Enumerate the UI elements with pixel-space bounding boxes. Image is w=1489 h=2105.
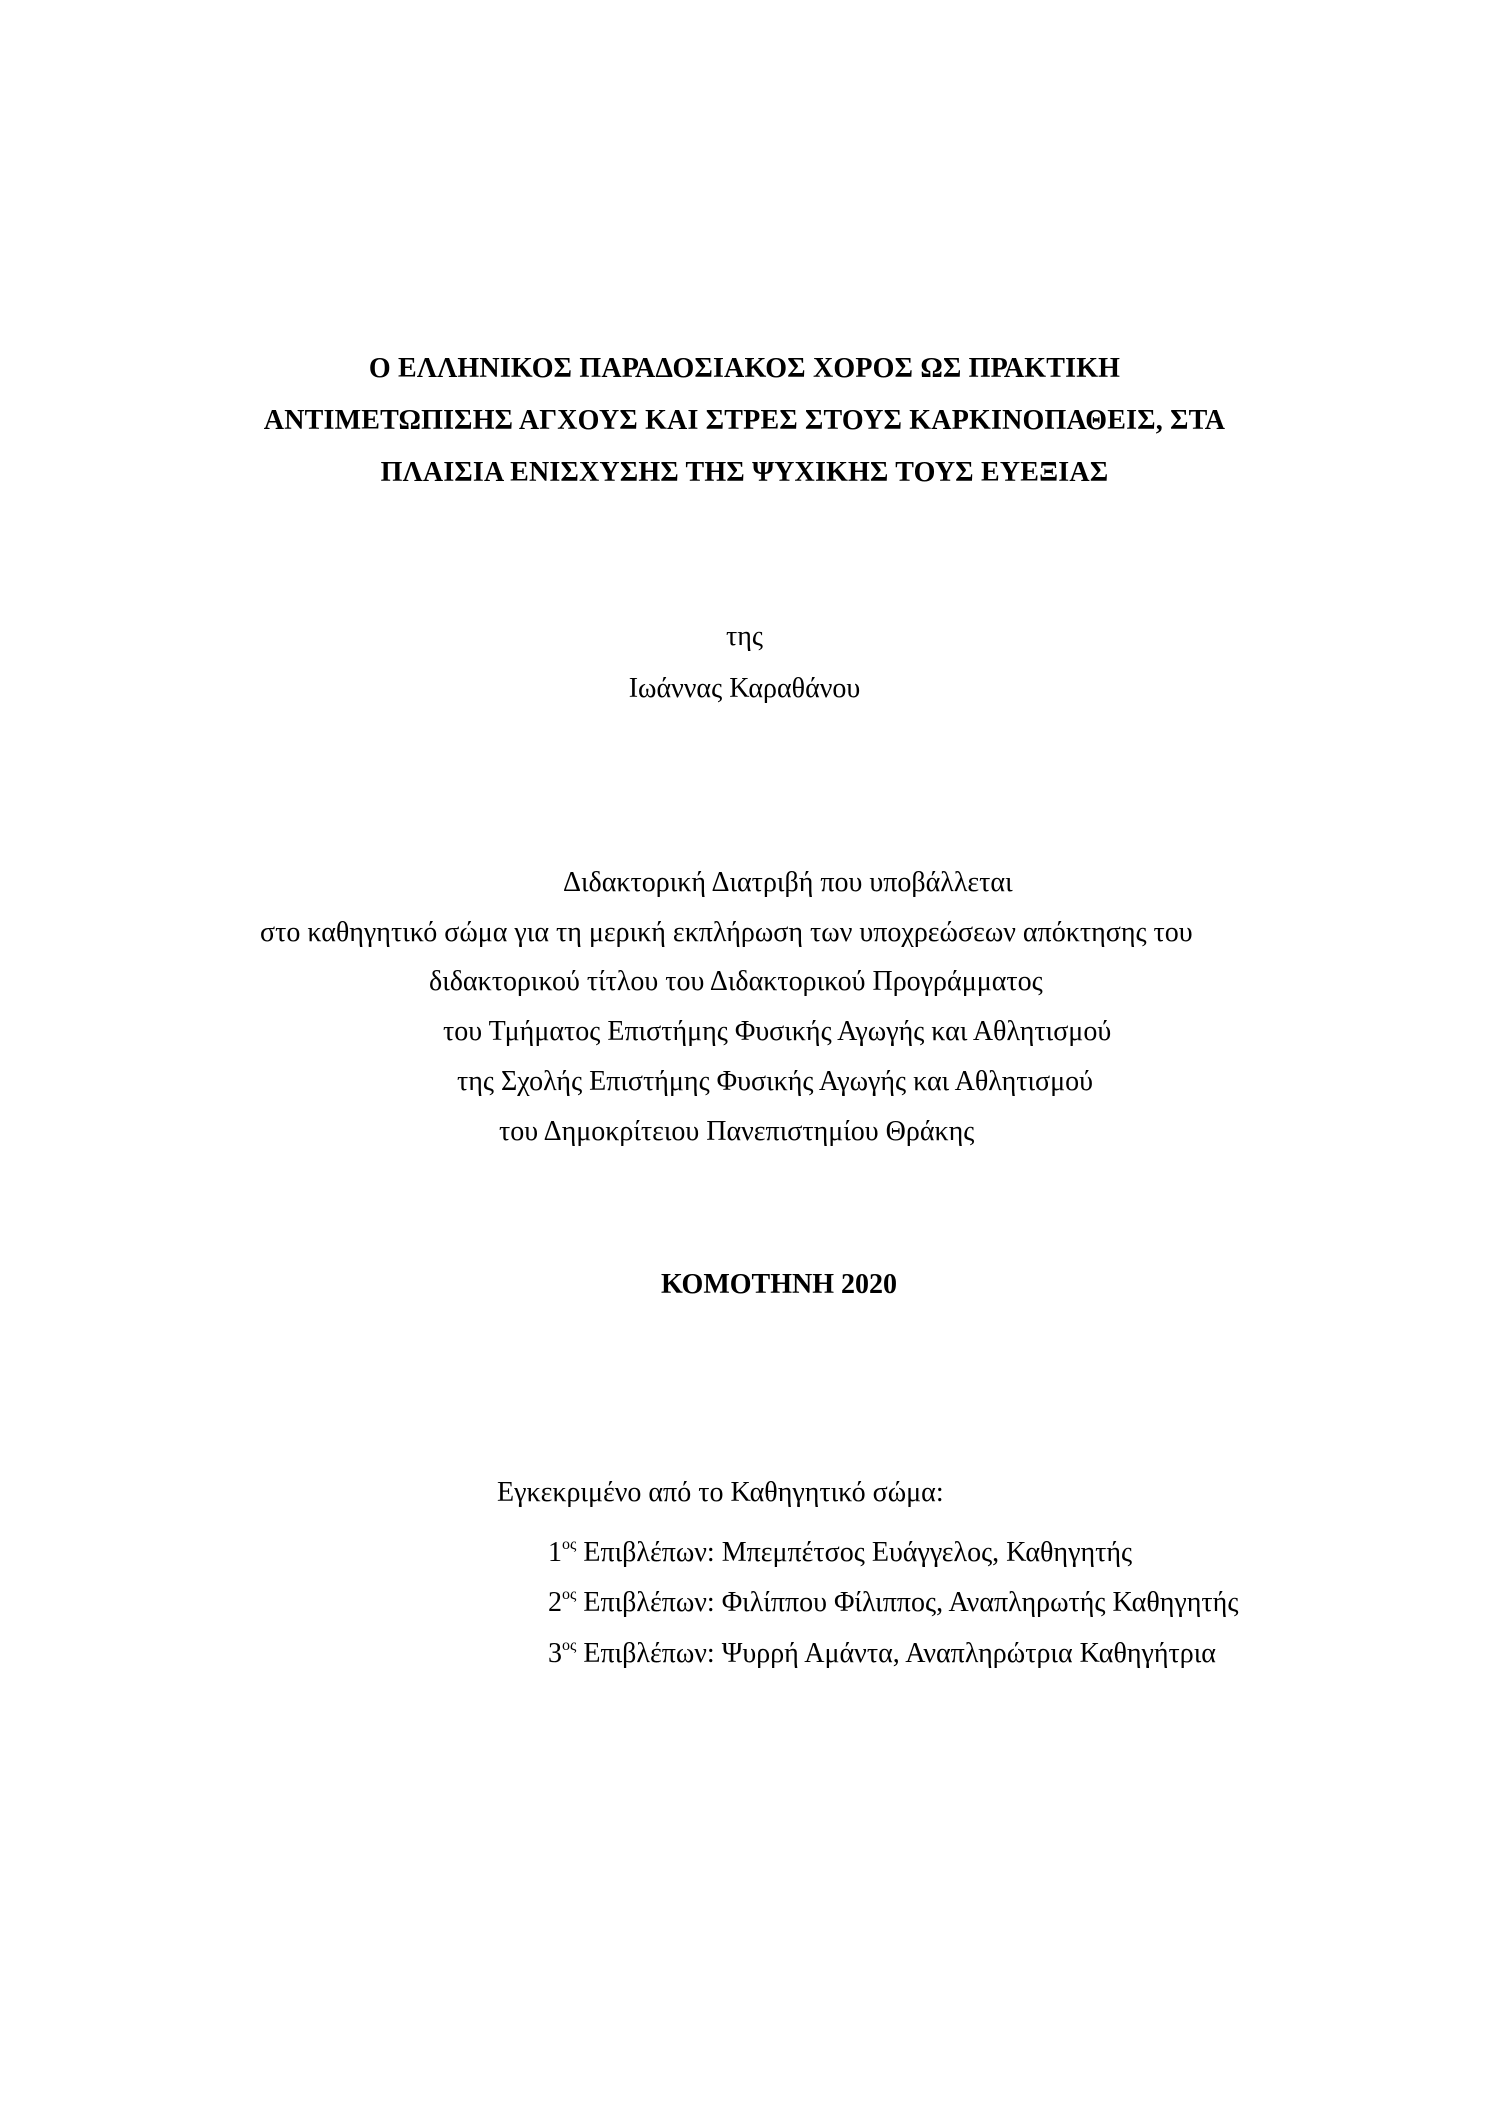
author-prefix: της bbox=[726, 621, 763, 652]
supervisor-3 bbox=[548, 1634, 1216, 1674]
description-line-6: του Δημοκρίτειου Πανεπιστημίου Θράκης bbox=[499, 1116, 975, 1147]
title-line-2: ΑΝΤΙΜΕΤΩΠΙΣΗΣ ΑΓΧΟΥΣ ΚΑΙ ΣΤΡΕΣ ΣΤΟΥΣ ΚΑΡΚΙΝΟΠΑΘΕΙΣ, ΣΤΑ bbox=[263, 405, 1226, 436]
description-line-4: του Τμήματος Επιστήμης Φυσικής Αγωγής και Αθλητισμού bbox=[443, 1016, 1112, 1047]
place-year: ΚΟΜΟΤΗΝΗ 2020 bbox=[660, 1269, 898, 1300]
author-block bbox=[0, 611, 1489, 715]
supervisor-number: 2 bbox=[548, 1587, 562, 1618]
supervisor-number: 1 bbox=[548, 1537, 562, 1568]
author-name: Ιωάννας Καραθάνου bbox=[628, 673, 861, 704]
title-line-1: Ο ΕΛΛΗΝΙΚΟΣ ΠΑΡΑΔΟΣΙΑΚΟΣ ΧΟΡΟΣ ΩΣ ΠΡΑΚΤΙΚΗ bbox=[368, 353, 1121, 384]
supervisor-text: Επιβλέπων: Μπεμπέτσος Ευάγγελος, Καθηγητής bbox=[583, 1537, 1133, 1568]
supervisor-2 bbox=[548, 1583, 1238, 1623]
description-line-2: στο καθηγητικό σώμα για τη μερική εκπλήρωση των υποχρεώσεων απόκτησης του bbox=[260, 917, 1193, 948]
thesis-title bbox=[0, 343, 1489, 499]
description-line-3: διδακτορικού τίτλου του Διδακτορικού Προγράμματος bbox=[429, 966, 1043, 997]
approval-heading: Εγκεκριμένο από το Καθηγητικό σώμα: bbox=[497, 1477, 944, 1508]
description-line-5: της Σχολής Επιστήμης Φυσικής Αγωγής και Αθλητισμού bbox=[457, 1066, 1093, 1097]
title-line-3: ΠΛΑΙΣΙΑ ΕΝΙΣΧΥΣΗΣ ΤΗΣ ΨΥΧΙΚΗΣ ΤΟΥΣ ΕΥΕΞΙΑΣ bbox=[380, 457, 1109, 488]
supervisor-text: Επιβλέπων: Ψυρρή Αμάντα, Αναπληρώτρια Καθηγήτρια bbox=[583, 1638, 1216, 1669]
supervisor-ordinal: ος bbox=[562, 1536, 577, 1553]
supervisor-ordinal: ος bbox=[562, 1586, 577, 1603]
supervisor-text: Επιβλέπων: Φιλίππου Φίλιππος, Αναπληρωτής Καθηγητής bbox=[583, 1587, 1239, 1618]
supervisor-ordinal: ος bbox=[562, 1637, 577, 1654]
supervisor-1 bbox=[548, 1533, 1132, 1573]
description-line-1: Διδακτορική Διατριβή που υποβάλλεται bbox=[563, 867, 1013, 898]
supervisor-number: 3 bbox=[548, 1638, 562, 1669]
